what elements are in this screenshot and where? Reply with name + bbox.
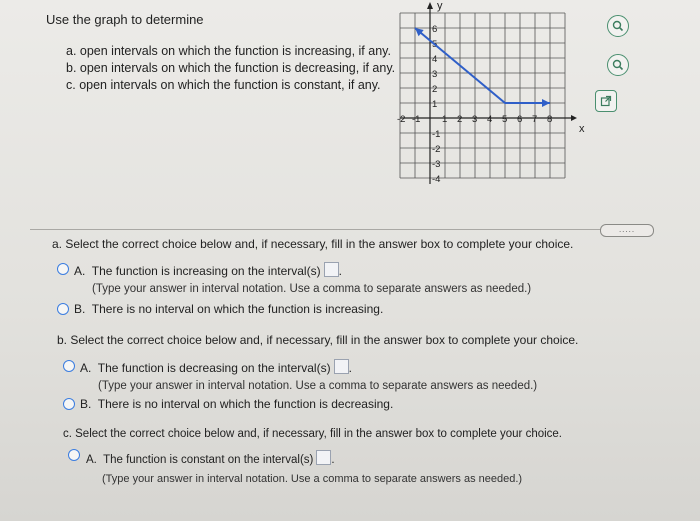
y-tick-label: 3 bbox=[432, 69, 438, 80]
option-text: There is no interval on which the function is increasing. bbox=[91, 302, 384, 316]
part-c-prompt: c. Select the correct choice below and, if necessary, fill in the answer box to complete your choice. bbox=[63, 428, 563, 440]
option-text: The function is decreasing on the interval(s) bbox=[97, 361, 331, 375]
graph-svg bbox=[397, 0, 585, 203]
option-text: The function is constant on the interval(s) bbox=[103, 454, 314, 466]
instruction-item-a: a. open intervals on which the function is increasing, if any. bbox=[66, 44, 391, 58]
part-b-answer-box[interactable] bbox=[334, 359, 349, 374]
option-end: . bbox=[348, 361, 352, 375]
y-axis-arrow bbox=[427, 2, 433, 9]
x-tick-label: 1 bbox=[442, 114, 448, 125]
x-axis-arrow bbox=[571, 115, 577, 121]
part-a-hint: (Type your answer in interval notation. Use a comma to separate answers as needed.) bbox=[92, 283, 532, 295]
part-b-hint: (Type your answer in interval notation. Use a comma to separate answers as needed.) bbox=[98, 380, 538, 392]
section-divider bbox=[30, 229, 600, 230]
x-tick-label: -1 bbox=[412, 114, 421, 125]
option-text: The function is increasing on the interval(s) bbox=[91, 264, 321, 278]
y-tick-label: 4 bbox=[432, 54, 438, 65]
function-arrow-right bbox=[542, 99, 550, 107]
option-letter: B. bbox=[80, 397, 92, 411]
x-tick-label: 8 bbox=[547, 114, 553, 125]
x-tick-label: 2 bbox=[457, 114, 463, 125]
option-letter: A. bbox=[86, 454, 97, 466]
part-b-option-b-radio[interactable] bbox=[63, 398, 75, 410]
part-a-option-b-radio[interactable] bbox=[57, 303, 69, 315]
option-end: . bbox=[331, 454, 335, 466]
x-axis-label: x bbox=[579, 123, 585, 135]
part-c-answer-box[interactable] bbox=[316, 450, 331, 465]
y-tick-label: 1 bbox=[432, 99, 438, 110]
y-tick-label: -1 bbox=[432, 129, 441, 140]
y-tick-label: -2 bbox=[432, 144, 441, 155]
option-letter: A. bbox=[80, 361, 92, 375]
part-b-option-a-radio[interactable] bbox=[63, 360, 75, 372]
x-tick-label: -2 bbox=[397, 114, 406, 125]
x-tick-label: 7 bbox=[532, 114, 538, 125]
part-c-option-a-radio[interactable] bbox=[68, 449, 80, 461]
x-tick-label: 6 bbox=[517, 114, 523, 125]
y-tick-label: 6 bbox=[432, 24, 438, 35]
option-letter: A. bbox=[74, 264, 86, 278]
zoom-in-icon[interactable] bbox=[607, 15, 629, 37]
y-tick-label: 2 bbox=[432, 84, 438, 95]
part-a-answer-box[interactable] bbox=[324, 262, 339, 277]
instruction-item-b: b. open intervals on which the function is decreasing, if any. bbox=[66, 61, 396, 75]
more-button[interactable]: ..... bbox=[600, 224, 654, 237]
part-b-prompt: b. Select the correct choice below and, if necessary, fill in the answer box to complete your choice. bbox=[57, 333, 579, 347]
part-a-option-b bbox=[74, 302, 383, 316]
zoom-out-icon[interactable] bbox=[607, 54, 629, 76]
part-c-option-a bbox=[86, 450, 335, 466]
function-graph bbox=[397, 0, 585, 203]
x-tick-label: 3 bbox=[472, 114, 478, 125]
part-a-option-a bbox=[74, 262, 342, 278]
part-c-hint: (Type your answer in interval notation. Use a comma to separate answers as needed.) bbox=[102, 473, 523, 485]
y-tick-label: -3 bbox=[432, 159, 441, 170]
option-text: There is no interval on which the function is decreasing. bbox=[97, 397, 394, 411]
instruction-item-c: c. open intervals on which the function is constant, if any. bbox=[66, 78, 381, 92]
x-tick-label: 4 bbox=[487, 114, 493, 125]
y-tick-label: 5 bbox=[432, 39, 438, 50]
y-tick-label: -4 bbox=[432, 174, 441, 185]
part-b-option-b bbox=[80, 397, 393, 411]
part-a-prompt: a. Select the correct choice below and, if necessary, fill in the answer box to complete your choice. bbox=[52, 237, 574, 251]
instructions-title: Use the graph to determine bbox=[46, 12, 204, 27]
option-letter: B. bbox=[74, 302, 86, 316]
part-b-option-a bbox=[80, 359, 352, 375]
external-link-icon[interactable] bbox=[595, 90, 617, 112]
part-a-option-a-radio[interactable] bbox=[57, 263, 69, 275]
y-axis-label: y bbox=[437, 0, 443, 12]
x-tick-label: 5 bbox=[502, 114, 508, 125]
option-end: . bbox=[338, 264, 342, 278]
